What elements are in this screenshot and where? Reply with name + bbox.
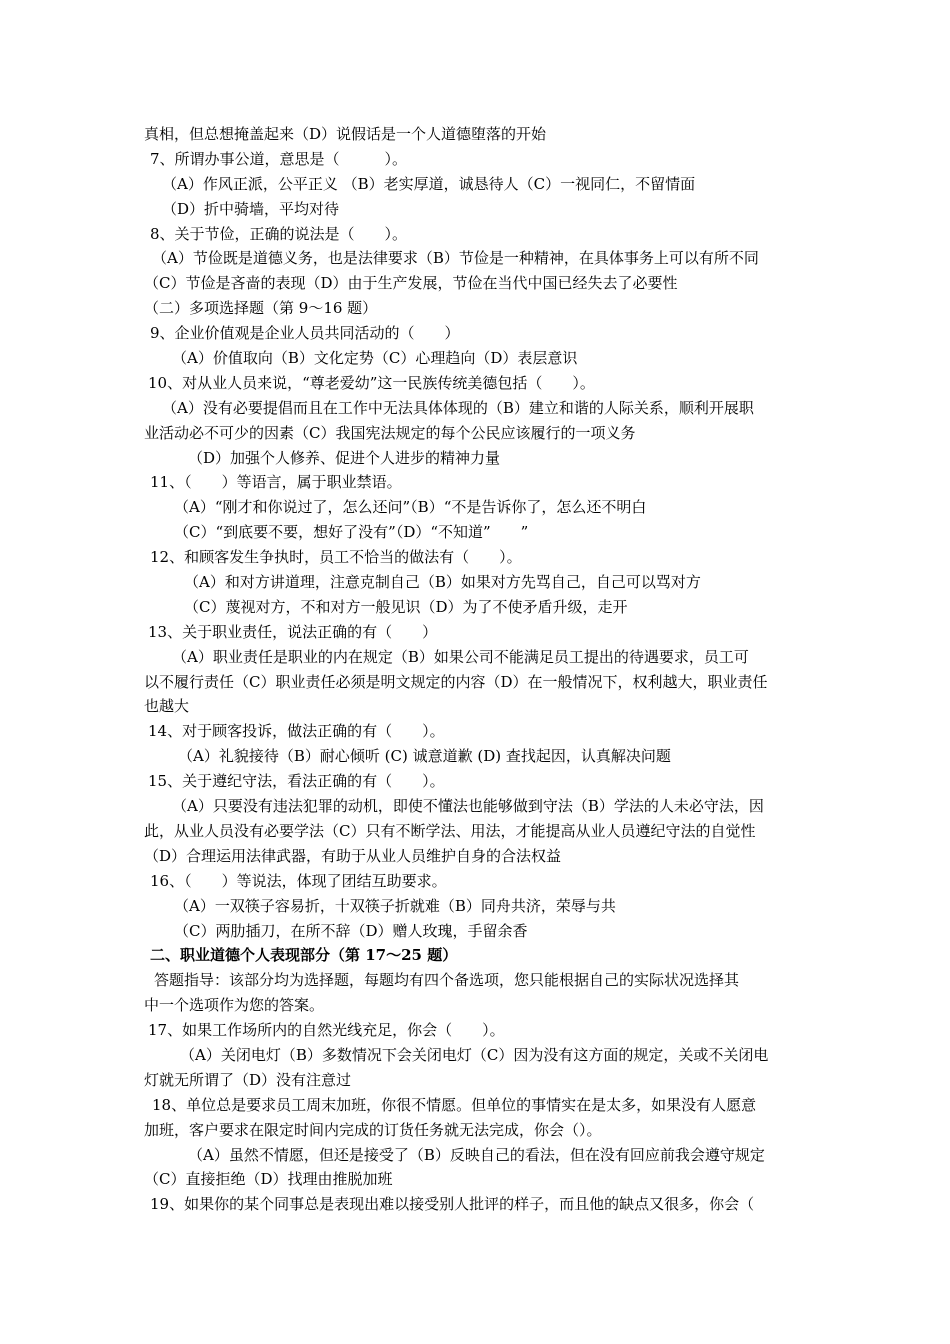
text-line: （A）只要没有违法犯罪的动机，即使不懂法也能够做到守法（B）学法的人未必守法，因 (172, 797, 764, 816)
text-line: 16、（ ）等说法，体现了团结互助要求。 (150, 871, 447, 890)
text-line: 13、关于职业责任，说法正确的有（ ） (148, 622, 438, 641)
text-line: 7、所谓办事公道，意思是（ ）。 (150, 149, 408, 168)
text-line: （A）职业责任是职业的内在规定（B）如果公司不能满足员工提出的待遇要求，员工可 (172, 647, 749, 666)
document-body (144, 122, 810, 1217)
text-line: 10、对从业人员来说，“尊老爱幼”这一民族传统美德包括（ ）。 (148, 373, 595, 392)
text-line: 也越大 (144, 697, 190, 716)
text-line: （A）价值取向（B）文化定势（C）心理趋向（D）表层意识 (172, 349, 578, 368)
text-line: （A）“刚才和你说过了，怎么还问”（B）“不是告诉你了，怎么还不明白 (174, 498, 647, 517)
text-line: 业活动必不可少的因素（C）我国宪法规定的每个公民应该履行的一项义务 (144, 423, 636, 442)
text-line: （C）两肋插刀，在所不辞（D）赠人玫瑰，手留余香 (174, 921, 528, 940)
text-line: 以不履行责任（C）职业责任必须是明文规定的内容（D）在一般情况下，权利越大，职业责任 (144, 672, 768, 691)
text-line: 12、和顾客发生争执时，员工不恰当的做法有（ ）。 (150, 548, 522, 567)
text-line: 真相，但总想掩盖起来（D）说假话是一个人道德堕落的开始 (144, 125, 547, 143)
text-line: 14、对于顾客投诉，做法正确的有（ ）。 (148, 722, 445, 741)
text-line: 9、企业价值观是企业人员共同活动的（ ） (150, 324, 460, 343)
text-line: （C）蔑视对方，不和对方一般见识（D）为了不使矛盾升级，走开 (184, 597, 628, 616)
text-line: （C）节俭是吝啬的表现（D）由于生产发展，节俭在当代中国已经失去了必要性 (144, 274, 678, 293)
text-line: 8、关于节俭，正确的说法是（ ）。 (150, 224, 408, 243)
text-line: （D）折中骑墙，平均对待 (162, 199, 340, 218)
text-line: （A）一双筷子容易折，十双筷子折就难（B）同舟共济，荣辱与共 (174, 896, 616, 915)
text-line: 18、单位总是要求员工周末加班，你很不情愿。但单位的事情实在是太多，如果没有人愿意 (152, 1095, 757, 1114)
text-line: 15、关于遵纪守法，看法正确的有（ ）。 (148, 772, 445, 791)
text-line: （A）作风正派，公平正义 （B）老实厚道，诚恳待人（C）一视同仁，不留情面 (162, 174, 696, 193)
text-line: （A）关闭电灯（B）多数情况下会关闭电灯（C）因为没有这方面的规定，关或不关闭电 (180, 1045, 769, 1064)
text-line: （D）合理运用法律武器，有助于从业人员维护自身的合法权益 (144, 846, 562, 865)
text-line: 答题指导：该部分均为选择题，每题均有四个备选项，您只能根据自己的实际状况选择其 (154, 971, 740, 990)
text-line: （A）没有必要提倡而且在工作中无法具体体现的（B）建立和谐的人际关系，顺利开展职 (162, 398, 754, 417)
text-line: 11、（ ）等语言，属于职业禁语。 (150, 473, 402, 492)
section-heading: 二、职业道德个人表现部分（第 17～25 题） (150, 946, 458, 965)
text-line: （D）加强个人修养、促进个人进步的精神力量 (188, 448, 501, 467)
text-line: 灯就无所谓了（D）没有注意过 (144, 1070, 352, 1089)
text-line: 17、如果工作场所内的自然光线充足，你会（ ）。 (148, 1021, 505, 1040)
text-line: （A）和对方讲道理，注意克制自己（B）如果对方先骂自己，自己可以骂对方 (184, 573, 701, 592)
text-line: （A）礼貌接待（B）耐心倾听 (C) 诚意道歉 (D) 查找起因，认真解决问题 (178, 747, 671, 766)
text-line: 加班，客户要求在限定时间内完成的订货任务就无法完成，你会（）。 (144, 1120, 602, 1139)
text-line: （C）直接拒绝（D）找理由推脱加班 (144, 1170, 393, 1189)
text-line: 此，从业人员没有必要学法（C）只有不断学法、用法，才能提高从业人员遵纪守法的自觉性 (144, 821, 756, 840)
text-line: 中一个选项作为您的答案。 (144, 996, 325, 1015)
text-line: （二）多项选择题（第 9～16 题） (144, 299, 378, 318)
text-line: （C）“到底要不要，想好了没有”（D）“不知道” ” (174, 523, 529, 542)
text-line: 19、如果你的某个同事总是表现出难以接受别人批评的样子，而且他的缺点又很多，你会（ (150, 1195, 755, 1214)
text-line: （A）节俭既是道德义务，也是法律要求（B）节俭是一种精神，在具体事务上可以有所不同 (152, 249, 759, 268)
text-line: （A）虽然不情愿，但还是接受了（B）反映自己的看法，但在没有回应前我会遵守规定 (188, 1145, 765, 1164)
